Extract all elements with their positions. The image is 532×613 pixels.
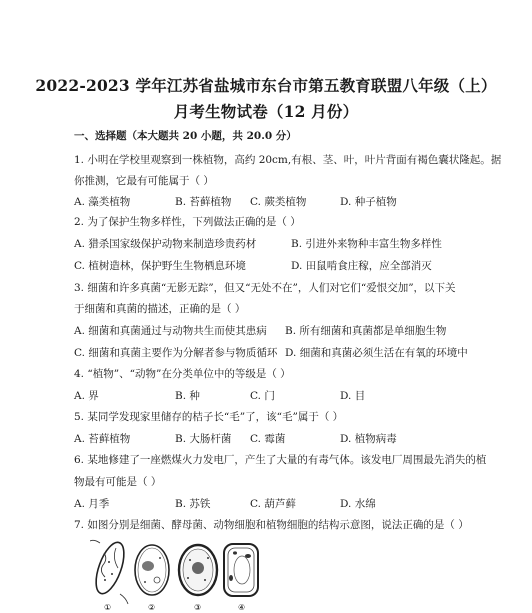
q3-option-b: B. 所有细菌和真菌都是单细胞生物 <box>285 325 447 337</box>
question-1-line2: 你推测，它最有可能属于（ ） <box>74 175 214 187</box>
figure-label-1: ① <box>104 603 112 612</box>
q4-option-b: B. 种 <box>175 390 200 402</box>
q6-option-d: D. 水绵 <box>340 498 376 510</box>
exam-title-line1: 2022-2023 学年江苏省盐城市东台市第五教育联盟八年级（上） <box>35 76 497 95</box>
question-1-line1: 1. 小明在学校里观察到一株植物，高约 20cm,有根、茎、叶，叶片背面有褐色囊状隆起。据 <box>74 154 502 166</box>
section-header: 一、选择题（本大题共 20 小题，共 20.0 分） <box>74 130 297 142</box>
figure-label-4: ④ <box>238 603 246 612</box>
q1-option-b: B. 苔藓植物 <box>175 196 232 208</box>
q6-option-a: A. 月季 <box>74 498 110 510</box>
question-6-line1: 6. 某地修建了一座燃煤火力发电厂，产生了大量的有毒气体。该发电厂周围最先消失的植 <box>74 454 487 466</box>
q1-option-c: C. 蕨类植物 <box>250 196 307 208</box>
animal-cell-drawing <box>179 545 217 595</box>
bacterium-cell-drawing <box>90 539 130 604</box>
cell-structure-figure <box>90 538 270 613</box>
question-3-line2: 于细菌和真菌的描述，正确的是（ ） <box>74 303 246 315</box>
question-3-line1: 3. 细菌和许多真菌“无影无踪”，但又“无处不在”，人们对它们“爱恨交加”，以下关 <box>74 282 456 294</box>
q2-option-c: C. 植树造林，保护野生生物栖息环境 <box>74 260 246 272</box>
q2-option-d: D. 田鼠啃食庄稼，应全部消灭 <box>291 260 432 272</box>
q3-option-a: A. 细菌和真菌通过与动物共生而使其患病 <box>74 325 267 337</box>
figure-label-3: ③ <box>194 603 202 612</box>
q4-option-a: A. 界 <box>74 390 99 402</box>
figure-label-2: ② <box>148 603 156 612</box>
q5-option-b: B. 大肠杆菌 <box>175 433 232 445</box>
q4-option-c: C. 门 <box>250 390 275 402</box>
question-5-line1: 5. 某同学发现家里储存的桔子长“毛”了，该“毛”属于（ ） <box>74 411 344 423</box>
q3-option-c: C. 细菌和真菌主要作为分解者参与物质循环 <box>74 347 278 359</box>
question-7-line1: 7. 如图分别是细菌、酵母菌、动物细胞和植物细胞的结构示意图，说法正确的是（ ） <box>74 519 469 531</box>
q5-option-d: D. 植物病毒 <box>340 433 397 445</box>
q4-option-d: D. 目 <box>340 390 366 402</box>
q6-option-b: B. 苏铁 <box>175 498 211 510</box>
question-4-line1: 4. “植物”、“动物”在分类单位中的等级是（ ） <box>74 368 291 380</box>
q2-option-b: B. 引进外来物种丰富生物多样性 <box>291 238 442 250</box>
q3-option-d: D. 细菌和真菌必须生活在有氧的环境中 <box>285 347 468 359</box>
q5-option-c: C. 霉菌 <box>250 433 286 445</box>
plant-cell-drawing <box>224 544 258 596</box>
q6-option-c: C. 葫芦藓 <box>250 498 296 510</box>
q1-option-d: D. 种子植物 <box>340 196 397 208</box>
question-6-line2: 物最有可能是（ ） <box>74 476 162 488</box>
q2-option-a: A. 猎杀国家级保护动物来制造珍贵药材 <box>74 238 257 250</box>
q5-option-a: A. 苔藓植物 <box>74 433 131 445</box>
q1-option-a: A. 藻类植物 <box>74 196 131 208</box>
question-2-line1: 2. 为了保护生物多样性，下列做法正确的是（ ） <box>74 216 301 228</box>
yeast-cell-drawing <box>135 545 169 595</box>
exam-title-line2: 月考生物试卷（12 月份） <box>173 102 359 121</box>
